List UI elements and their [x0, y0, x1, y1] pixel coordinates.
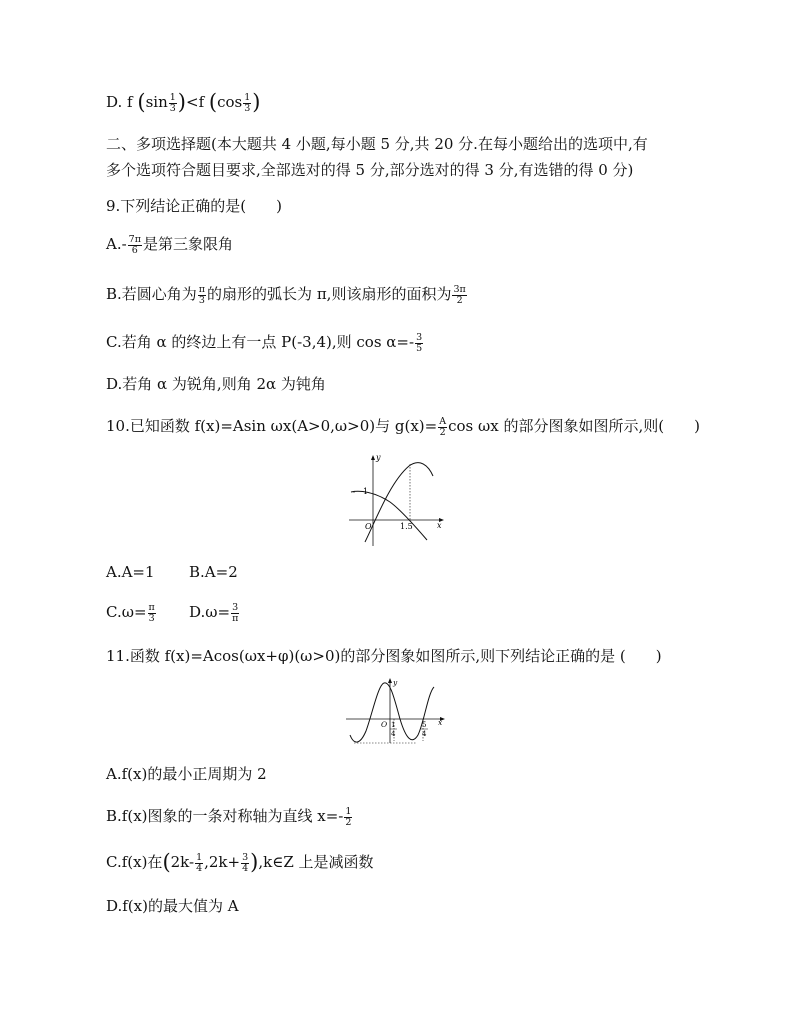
tick-1: 1: [363, 487, 369, 496]
q10-stem: 10.已知函数 f(x)=Asin ωx(A>0,ω>0)与 g(x)= $\frac{A}{2}$ cos ωx 的部分图象如图所示,则( ): [106, 415, 700, 438]
q9-option-d: D.若角 α 为锐角,则角 2α 为钝角: [106, 375, 326, 393]
curve-g: [351, 491, 427, 540]
tick-den-1: 4: [391, 730, 396, 738]
fraction: $\frac{1}{3}$: [244, 91, 251, 114]
fraction: $\frac{1}{2}$: [345, 805, 352, 828]
fraction: $\frac{1}{3}$: [169, 91, 176, 114]
q11-option-a: A.f(x)的最小正周期为 2: [106, 765, 267, 783]
fraction: $\frac{3\pi}{2}$: [453, 283, 466, 306]
origin: O: [381, 720, 388, 729]
fraction: $\frac{7\pi}{6}$: [128, 233, 141, 256]
fraction: $\frac{A}{2}$: [439, 415, 447, 438]
x-label: x: [437, 521, 442, 530]
y-label: y: [376, 453, 381, 462]
fraction: $\frac{\pi}{3}$: [198, 283, 206, 306]
fraction: $\frac{3}{4}$: [242, 851, 249, 874]
q11-graph: [344, 677, 452, 747]
q9-option-a: A.- $\frac{7\pi}{6}$ 是第三象限角: [106, 233, 233, 256]
y-label: y: [393, 678, 398, 687]
y-arrow-icon: [388, 678, 392, 683]
section-heading-line1: 二、多项选择题(本大题共 4 小题,每小题 5 分,共 20 分.在每小题给出的选项中,有: [106, 135, 648, 153]
tick-num-1: 1: [391, 721, 396, 729]
curve-f: [365, 463, 433, 542]
q9-option-c: C.若角 α 的终边上有一点 P(-3,4),则 cos α=- $\frac{3}{5}$: [106, 331, 423, 354]
q11-option-d: D.f(x)的最大值为 A: [106, 897, 239, 915]
q10-option-d: D.ω= $\frac{3}{\pi}$: [189, 601, 239, 624]
origin: O: [365, 522, 372, 531]
q10-graph: [345, 450, 450, 550]
fraction: $\frac{3}{5}$: [416, 331, 423, 354]
q11-option-b: B.f(x)图象的一条对称轴为直线 x=- $\frac{1}{2}$: [106, 805, 352, 828]
q10-option-b: B.A=2: [189, 563, 238, 581]
x-label: x: [438, 718, 443, 727]
q11-stem: 11.函数 f(x)=Acos(ωx+φ)(ω>0)的部分图象如图所示,则下列结论正确的是 ( ): [106, 647, 662, 665]
q10-option-c: C.ω= $\frac{\pi}{3}$: [106, 601, 155, 624]
q8-option-d: D. f (sin $\frac{1}{3}$ )<f (cos $\frac{1}{3}$ ): [106, 90, 261, 114]
q9-stem: 9.下列结论正确的是( ): [106, 197, 283, 215]
fraction: $\frac{\pi}{3}$: [148, 601, 155, 624]
q9-option-b: B.若圆心角为 $\frac{\pi}{3}$ 的扇形的弧长为 π,则该扇形的面积为 $\frac{3\pi}{2}$: [106, 283, 466, 306]
section-heading-line2: 多个选项符合题目要求,全部选对的得 5 分,部分选对的得 3 分,有选错的得 0 分): [106, 161, 634, 179]
q11-option-c: C.f(x)在(2k- $\frac{1}{4}$ ,2k+ $\frac{3}{4}$ ),k∈Z 上是减函数: [106, 850, 374, 874]
y-arrow-icon: [371, 455, 375, 460]
q10-option-a: A.A=1: [106, 563, 155, 581]
fraction: $\frac{3}{\pi}$: [232, 601, 239, 624]
tick-num-2: 5: [422, 721, 427, 729]
fraction: $\frac{1}{4}$: [196, 851, 203, 874]
tick-den-2: 4: [422, 730, 427, 738]
tick-1-5: 1.5: [400, 522, 413, 531]
